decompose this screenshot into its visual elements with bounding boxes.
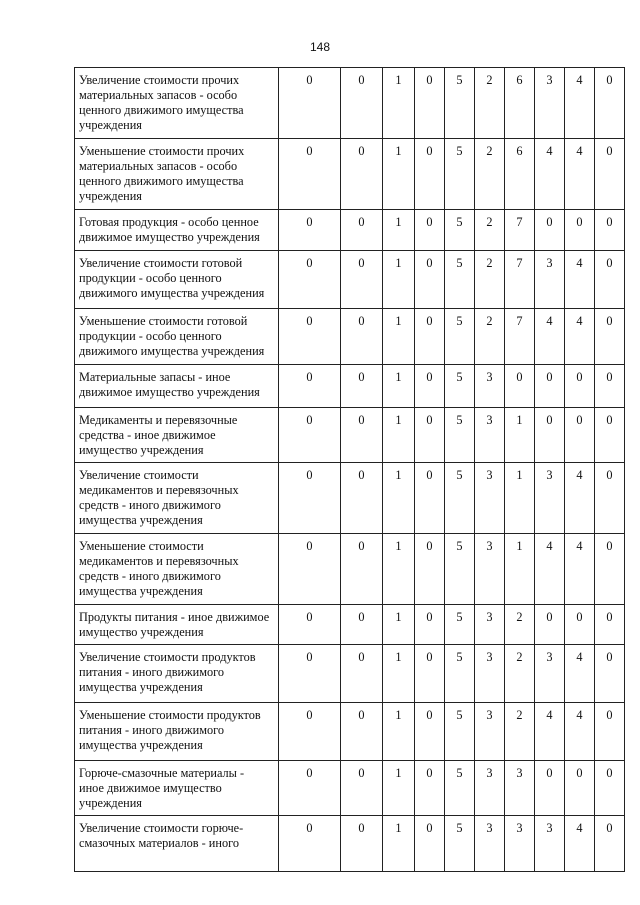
account-code-digit-cell: 0 <box>535 761 565 816</box>
account-code-digit-cell: 3 <box>475 365 505 408</box>
account-name-cell: Уменьшение стоимости медикаментов и перевязочных средств - иного движимого имущества учреждения <box>75 534 279 605</box>
account-name-cell: Увеличение стоимости продуктов питания - иного движимого имущества учреждения <box>75 645 279 703</box>
account-code-digit-cell: 0 <box>341 645 383 703</box>
account-code-digit-cell: 0 <box>565 761 595 816</box>
account-code-digit-cell: 1 <box>383 309 415 365</box>
account-name-cell: Уменьшение стоимости прочих материальных запасов - особо ценного движимого имущества учреждения <box>75 139 279 210</box>
account-code-digit-cell: 1 <box>383 408 415 463</box>
table-row <box>75 408 625 463</box>
account-code-digit-cell: 0 <box>341 210 383 251</box>
account-code-digit-cell: 5 <box>445 251 475 309</box>
account-code-digit-cell: 0 <box>279 210 341 251</box>
account-code-digit-cell: 1 <box>383 251 415 309</box>
account-name-cell: Горюче-смазочные материалы - иное движимое имущество учреждения <box>75 761 279 816</box>
account-code-digit-cell: 2 <box>505 645 535 703</box>
account-code-digit-cell: 0 <box>565 210 595 251</box>
account-code-digit-cell: 7 <box>505 251 535 309</box>
account-code-digit-cell: 0 <box>595 408 625 463</box>
account-code-digit-cell: 3 <box>505 816 535 872</box>
account-code-digit-cell: 3 <box>535 251 565 309</box>
account-code-digit-cell: 0 <box>341 309 383 365</box>
account-code-digit-cell: 1 <box>383 703 415 761</box>
account-code-digit-cell: 0 <box>279 605 341 645</box>
account-code-digit-cell: 5 <box>445 365 475 408</box>
account-code-digit-cell: 0 <box>415 534 445 605</box>
account-code-digit-cell: 0 <box>415 605 445 645</box>
account-code-digit-cell: 0 <box>415 68 445 139</box>
account-code-digit-cell: 5 <box>445 703 475 761</box>
account-code-digit-cell: 0 <box>279 68 341 139</box>
account-code-digit-cell: 0 <box>535 605 565 645</box>
account-name-cell: Увеличение стоимости медикаментов и перевязочных средств - иного движимого имущества учреждения <box>75 463 279 534</box>
table-row <box>75 139 625 210</box>
account-code-digit-cell: 7 <box>505 309 535 365</box>
account-code-digit-cell: 2 <box>475 68 505 139</box>
account-code-digit-cell: 3 <box>475 408 505 463</box>
account-code-digit-cell: 4 <box>535 703 565 761</box>
account-name-cell: Уменьшение стоимости готовой продукции - особо ценного движимого имущества учреждения <box>75 309 279 365</box>
account-code-digit-cell: 4 <box>565 68 595 139</box>
account-code-digit-cell: 0 <box>341 761 383 816</box>
account-code-digit-cell: 3 <box>535 463 565 534</box>
account-code-digit-cell: 0 <box>595 463 625 534</box>
account-code-digit-cell: 3 <box>475 761 505 816</box>
account-name-cell: Увеличение стоимости горюче-смазочных материалов - иного <box>75 816 279 872</box>
account-code-digit-cell: 4 <box>565 463 595 534</box>
account-code-digit-cell: 1 <box>505 408 535 463</box>
account-code-digit-cell: 0 <box>565 605 595 645</box>
account-code-digit-cell: 3 <box>475 645 505 703</box>
account-code-digit-cell: 1 <box>383 210 415 251</box>
account-code-digit-cell: 0 <box>341 605 383 645</box>
account-code-digit-cell: 4 <box>565 534 595 605</box>
account-code-digit-cell: 0 <box>595 251 625 309</box>
account-code-digit-cell: 0 <box>595 365 625 408</box>
account-code-digit-cell: 0 <box>595 534 625 605</box>
account-code-digit-cell: 0 <box>535 408 565 463</box>
accounts-table <box>74 67 625 872</box>
account-code-digit-cell: 2 <box>475 139 505 210</box>
table-row <box>75 463 625 534</box>
table-row <box>75 645 625 703</box>
account-code-digit-cell: 0 <box>279 139 341 210</box>
account-code-digit-cell: 0 <box>415 645 445 703</box>
account-code-digit-cell: 2 <box>475 309 505 365</box>
account-name-cell: Увеличение стоимости прочих материальных запасов - особо ценного движимого имущества учреждения <box>75 68 279 139</box>
account-code-digit-cell: 2 <box>475 210 505 251</box>
account-code-digit-cell: 0 <box>415 365 445 408</box>
account-code-digit-cell: 3 <box>475 703 505 761</box>
account-code-digit-cell: 5 <box>445 534 475 605</box>
account-code-digit-cell: 0 <box>415 408 445 463</box>
account-code-digit-cell: 0 <box>279 463 341 534</box>
table-row <box>75 309 625 365</box>
account-code-digit-cell: 0 <box>279 703 341 761</box>
account-code-digit-cell: 0 <box>415 251 445 309</box>
account-code-digit-cell: 0 <box>279 251 341 309</box>
account-code-digit-cell: 2 <box>505 703 535 761</box>
account-code-digit-cell: 0 <box>595 139 625 210</box>
account-code-digit-cell: 1 <box>383 139 415 210</box>
account-code-digit-cell: 5 <box>445 309 475 365</box>
account-code-digit-cell: 3 <box>475 534 505 605</box>
account-code-digit-cell: 0 <box>415 210 445 251</box>
account-code-digit-cell: 0 <box>415 816 445 872</box>
account-code-digit-cell: 0 <box>341 703 383 761</box>
account-code-digit-cell: 0 <box>595 605 625 645</box>
account-code-digit-cell: 0 <box>341 365 383 408</box>
account-code-digit-cell: 1 <box>383 816 415 872</box>
account-code-digit-cell: 0 <box>595 309 625 365</box>
account-code-digit-cell: 0 <box>415 761 445 816</box>
account-code-digit-cell: 0 <box>279 761 341 816</box>
account-code-digit-cell: 4 <box>565 703 595 761</box>
account-code-digit-cell: 1 <box>383 365 415 408</box>
account-code-digit-cell: 1 <box>383 645 415 703</box>
account-code-digit-cell: 0 <box>595 68 625 139</box>
account-code-digit-cell: 0 <box>595 703 625 761</box>
table-row <box>75 210 625 251</box>
account-code-digit-cell: 1 <box>383 534 415 605</box>
account-code-digit-cell: 0 <box>341 251 383 309</box>
account-code-digit-cell: 3 <box>535 68 565 139</box>
account-code-digit-cell: 4 <box>565 251 595 309</box>
account-code-digit-cell: 0 <box>595 210 625 251</box>
account-code-digit-cell: 0 <box>279 534 341 605</box>
account-code-digit-cell: 4 <box>535 139 565 210</box>
account-code-digit-cell: 1 <box>383 68 415 139</box>
account-code-digit-cell: 1 <box>383 463 415 534</box>
account-code-digit-cell: 4 <box>565 816 595 872</box>
account-code-digit-cell: 3 <box>535 816 565 872</box>
account-code-digit-cell: 0 <box>505 365 535 408</box>
table-row <box>75 68 625 139</box>
table-row <box>75 365 625 408</box>
account-code-digit-cell: 6 <box>505 68 535 139</box>
account-code-digit-cell: 2 <box>475 251 505 309</box>
account-code-digit-cell: 1 <box>505 534 535 605</box>
account-code-digit-cell: 0 <box>341 816 383 872</box>
account-code-digit-cell: 0 <box>279 365 341 408</box>
account-code-digit-cell: 0 <box>595 645 625 703</box>
account-code-digit-cell: 0 <box>535 365 565 408</box>
account-code-digit-cell: 0 <box>415 463 445 534</box>
account-code-digit-cell: 4 <box>565 309 595 365</box>
account-code-digit-cell: 5 <box>445 605 475 645</box>
account-code-digit-cell: 3 <box>475 463 505 534</box>
account-code-digit-cell: 0 <box>565 365 595 408</box>
table-row <box>75 761 625 816</box>
accounts-table-body <box>75 68 625 872</box>
account-code-digit-cell: 4 <box>535 534 565 605</box>
account-code-digit-cell: 7 <box>505 210 535 251</box>
account-code-digit-cell: 0 <box>279 309 341 365</box>
account-name-cell: Продукты питания - иное движимое имущество учреждения <box>75 605 279 645</box>
table-row <box>75 251 625 309</box>
account-name-cell: Готовая продукция - особо ценное движимое имущество учреждения <box>75 210 279 251</box>
account-code-digit-cell: 0 <box>279 816 341 872</box>
account-code-digit-cell: 5 <box>445 645 475 703</box>
account-name-cell: Медикаменты и перевязочные средства - иное движимое имущество учреждения <box>75 408 279 463</box>
account-code-digit-cell: 0 <box>595 816 625 872</box>
account-code-digit-cell: 3 <box>475 605 505 645</box>
account-code-digit-cell: 3 <box>505 761 535 816</box>
account-code-digit-cell: 0 <box>341 68 383 139</box>
account-code-digit-cell: 5 <box>445 408 475 463</box>
account-code-digit-cell: 1 <box>505 463 535 534</box>
account-code-digit-cell: 2 <box>505 605 535 645</box>
account-code-digit-cell: 0 <box>279 645 341 703</box>
table-row <box>75 605 625 645</box>
table-row <box>75 816 625 872</box>
account-code-digit-cell: 0 <box>565 408 595 463</box>
account-code-digit-cell: 0 <box>341 534 383 605</box>
account-code-digit-cell: 1 <box>383 605 415 645</box>
account-code-digit-cell: 0 <box>415 139 445 210</box>
account-code-digit-cell: 0 <box>341 463 383 534</box>
account-code-digit-cell: 0 <box>415 309 445 365</box>
table-row <box>75 534 625 605</box>
account-name-cell: Уменьшение стоимости продуктов питания - иного движимого имущества учреждения <box>75 703 279 761</box>
account-code-digit-cell: 4 <box>565 139 595 210</box>
account-code-digit-cell: 0 <box>279 408 341 463</box>
page-number: 148 <box>309 40 331 54</box>
account-code-digit-cell: 0 <box>595 761 625 816</box>
account-code-digit-cell: 0 <box>415 703 445 761</box>
account-code-digit-cell: 5 <box>445 68 475 139</box>
account-code-digit-cell: 5 <box>445 816 475 872</box>
account-code-digit-cell: 0 <box>535 210 565 251</box>
account-code-digit-cell: 0 <box>341 139 383 210</box>
table-row <box>75 703 625 761</box>
account-code-digit-cell: 4 <box>535 309 565 365</box>
account-code-digit-cell: 3 <box>535 645 565 703</box>
account-code-digit-cell: 5 <box>445 761 475 816</box>
account-code-digit-cell: 1 <box>383 761 415 816</box>
account-code-digit-cell: 0 <box>341 408 383 463</box>
account-code-digit-cell: 5 <box>445 139 475 210</box>
account-code-digit-cell: 4 <box>565 645 595 703</box>
account-name-cell: Увеличение стоимости готовой продукции - особо ценного движимого имущества учреждения <box>75 251 279 309</box>
account-name-cell: Материальные запасы - иное движимое имущество учреждения <box>75 365 279 408</box>
account-code-digit-cell: 5 <box>445 463 475 534</box>
account-code-digit-cell: 5 <box>445 210 475 251</box>
account-code-digit-cell: 3 <box>475 816 505 872</box>
account-code-digit-cell: 6 <box>505 139 535 210</box>
